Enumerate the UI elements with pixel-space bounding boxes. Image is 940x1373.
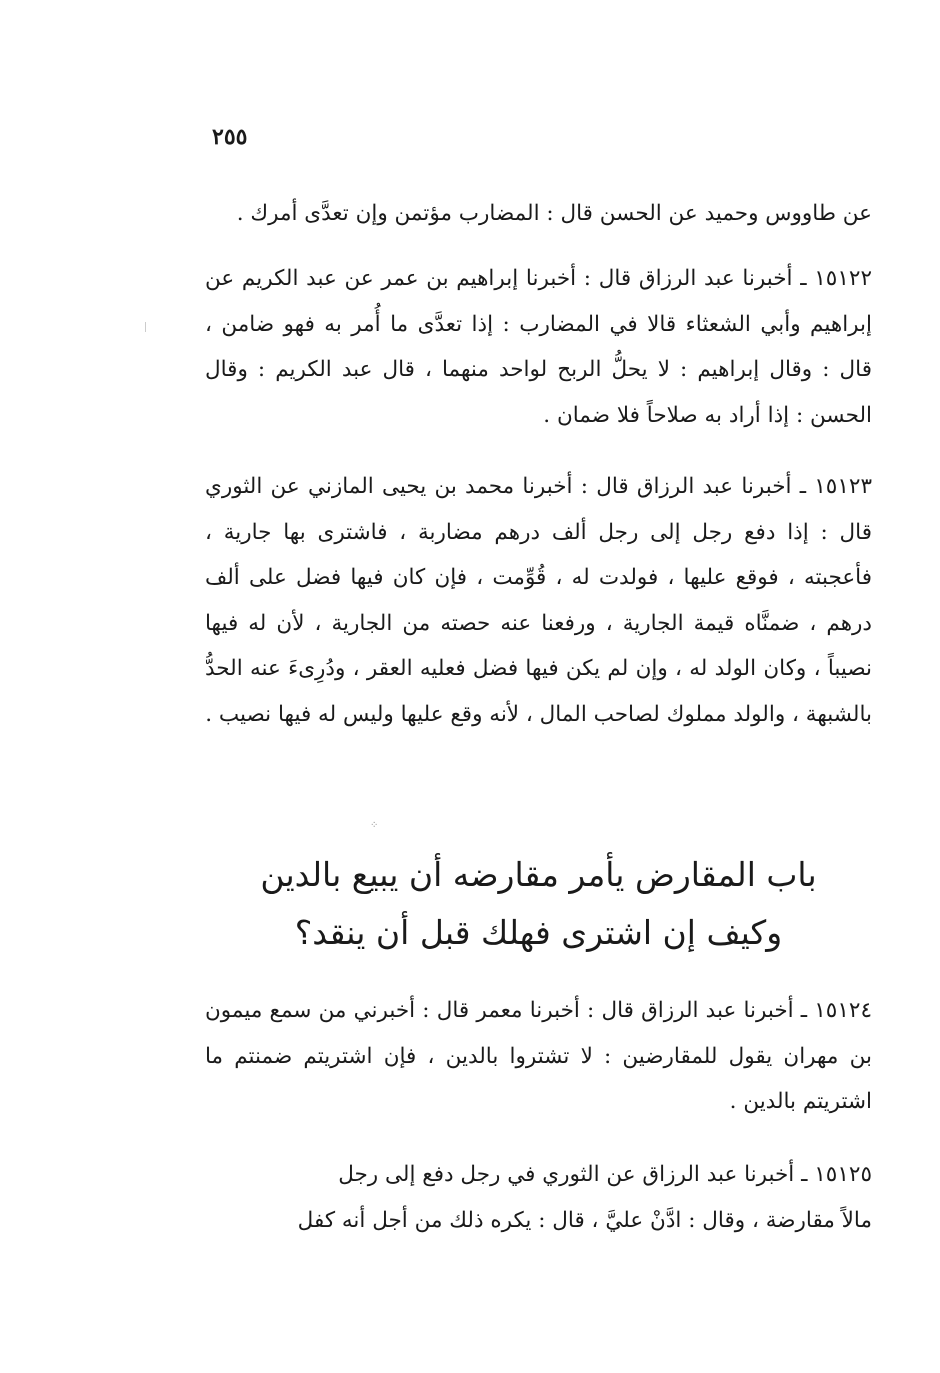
chapter-heading-line-2: وكيف إن اشترى فهلك قبل أن ينقد؟ [294,913,783,952]
paragraph-text: ١٥١٢٢ ـ أخبرنا عبد الرزاق قال : أخبرنا إبراهيم بن عمر عن عبد الكريم عن إبراهيم وأبي الشعثاء قالا في المضارب : إذا تعدَّى ما أُمر به فهو ضامن ، قال : وقال إبراهيم : لا يحلُّ الربح لواحد منهما ، قال عبد الكريم : وقال الحسن : إذا أراد به صلاحاً فلا ضمان . [205,266,872,428]
paragraph-line-2: مالاً مقارضة ، وقال : ادَّنْ عليَّ ، قال : يكره ذلك من أجل أنه كفل [297,1207,872,1233]
paragraph-15122 [205,256,872,438]
chapter-heading [205,846,872,962]
paragraph-text: عن طاووس وحميد عن الحسن قال : المضارب مؤتمن وإن تعدَّى أمرك . [236,201,872,226]
ink-speck: ⁘ [370,820,379,831]
paragraph-continuation [205,191,872,237]
paragraph-text: ١٥١٢٣ ـ أخبرنا عبد الرزاق قال : أخبرنا محمد بن يحيى المازني عن الثوري قال : إذا دفع رجل إلى رجل ألف درهم مضاربة ، فاشترى بها جارية ، فأعجبته ، فوقع عليها ، فولدت له ، قُوِّمت ، فإن كان فيها فضل على ألف درهم ، ضمنَّاه قيمة الجارية ، ورفعنا عنه حصته من الجارية ، لأن له فيها نصيباً ، وكان الولد له ، وإن لم يكن فيها فضل فعليه العقر ، ودُرِىءَ عنه الحدُّ بالشبهة ، والولد مملوك لصاحب المال ، لأنه وقع عليها وليس له فيها نصيب . [205,474,872,727]
paragraph-15123 [205,464,872,737]
paragraph-line-1: ١٥١٢٥ ـ أخبرنا عبد الرزاق عن الثوري في رجل دفع إلى رجل [338,1162,872,1187]
scan-mark [145,322,146,332]
chapter-heading-line-1: باب المقارض يأمر مقارضه أن يبيع بالدين [260,855,817,894]
paragraph-15125 [205,1152,872,1243]
paragraph-text: ١٥١٢٤ ـ أخبرنا عبد الرزاق قال : أخبرنا معمر قال : أخبرني من سمع ميمون بن مهران يقول للمقارضين : لا تشتروا بالدين ، فإن اشتريتم ضمنتم ما اشتريتم بالدين . [205,998,872,1114]
paragraph-15124 [205,988,872,1125]
page-number: ٢٥٥ [212,124,248,150]
